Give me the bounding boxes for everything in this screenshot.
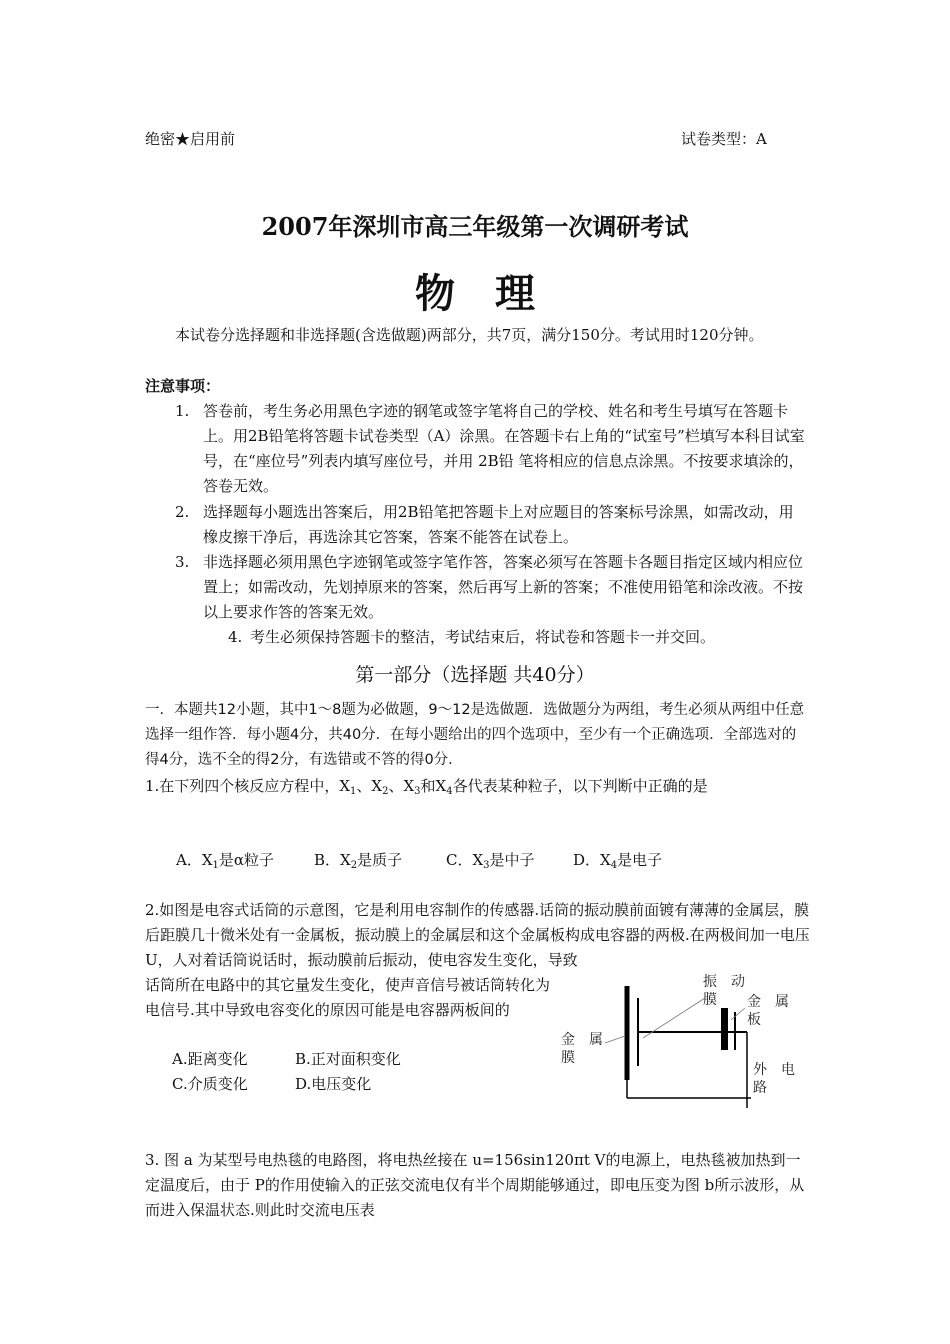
label-metal-membrane-2: 膜 [561,1050,575,1066]
question-1-stem: 1.在下列四个核反应方程中，$X_1$、$X_2$、$X_3$和$X_4$各代表某种粒子，以下判断中正确的是 [145,777,708,797]
notice-heading: 注意事项： [145,377,221,395]
question-2-stem: 2.如图是电容式话筒的示意图，它是利用电容制作的传感器.话筒的振动膜前面镀有薄薄的金属层，膜后距膜几十微米处有一金属板，振动膜上的金属层和这个金属板构成电容器的两极.在两极间加一电压 U，人对着话筒说话时，振动膜前后振动，使电容发生变化，导致 [145,901,810,969]
notice-item: 选择题每小题选出答案后，用2B铅笔把答题卡上对应题目的答案标号涂黑，如需改动，用橡皮擦干净后，再选涂其它答案，答案不能答在试卷上。 [203,503,794,546]
notice-number: 3. [175,553,190,571]
leader-line-membrane [605,1036,625,1043]
label-external-circuit-2: 路 [753,1080,767,1096]
label-vibration-membrane: 振 动 [703,974,745,990]
notice-item: 非选择题必须用黑色字迹钢笔或签字笔作答，答案必须写在答题卡各题目指定区域内相应位置上；如需改动，先划掉原来的答案，然后再写上新的答案；不准使用铅笔和涂改液。不按以上要求作答的答案无效。 [203,553,804,621]
confidential-label: 绝密★启用前 [145,130,236,148]
metal-plate [721,1008,728,1050]
notice-number: 1. [175,402,190,420]
label-vibration-membrane-2: 膜 [703,992,717,1008]
question-1-option-b: B．$X_2$是质子 [314,851,403,871]
intro-paragraph: 本试卷分选择题和非选择题(含选做题)两部分，共7页，满分150分。考试用时120分钟。 [175,326,764,344]
leader-line-plate [731,1008,745,1020]
notice-number: 4. [228,628,243,646]
part1-instructions: 一．本题共12小题，其中1～8题为必做题，9～12是选做题．选做题分为两组，考生必须从两组中任意选择一组作答．每小题4分，共40分．在每小题给出的四个选项中，至少有一个正确选项．全部选对的得4分，选不全的得2分，有选错或不答的得0分． [145,702,805,768]
label-metal-plate: 金 属 [747,994,789,1010]
question-2-option-c: C.介质变化 [172,1075,248,1093]
microphone-diagram [555,968,815,1113]
part1-title: 第一部分（选择题 共40分） [355,664,595,686]
label-metal-membrane: 金 属 [561,1032,603,1048]
subject-title: 物 理 [415,270,535,317]
notice-item: 考生必须保持答题卡的整洁，考试结束后，将试卷和答题卡一并交回。 [250,628,716,646]
question-1-option-d: D．$X_4$是电子 [573,851,663,871]
paper-type-label: 试卷类型：A [681,130,767,148]
notice-item: 答卷前，考生务必用黑色字迹的钢笔或签字笔将自己的学校、姓名和考生号填写在答题卡上。用2B铅笔将答题卡试卷类型（A）涂黑。在答题卡右上角的“试室号”栏填写本科目试室号，在“座位号”列表内填写座位号，并用 2B铅 笔将相应的信息点涂黑。不按要求填涂的，答卷无效。 [203,402,805,495]
question-3-stem: 3. 图 a 为某型号电热毯的电路图，将电热丝接在 u=156sin120πt V的电源上，电热毯被加热到一定温度后，由于 P的作用使输入的正弦交流电仅有半个周期能够通过，即电压变为图 b所示波形，从而进入保温状态.则此时交流电压表 [145,1151,805,1219]
question-2-option-a: A.距离变化 [172,1050,248,1068]
question-2-option-d: D.电压变化 [295,1075,372,1093]
question-2-stem-continued: 话筒所在电路中的其它量发生变化，使声音信号被话筒转化为电信号.其中导致电容变化的原因可能是电容器两板间的 [145,976,551,1019]
question-1-option-a: A．$X_1$是α粒子 [176,851,275,871]
question-1-option-c: C．$X_3$是中子 [446,851,535,871]
label-external-circuit: 外 电 [753,1062,795,1078]
exam-title: 2007年深圳市高三年级第一次调研考试 [261,212,689,241]
question-2-option-b: B.正对面积变化 [295,1050,401,1068]
notice-number: 2. [175,503,190,521]
label-metal-plate-2: 板 [747,1012,761,1028]
